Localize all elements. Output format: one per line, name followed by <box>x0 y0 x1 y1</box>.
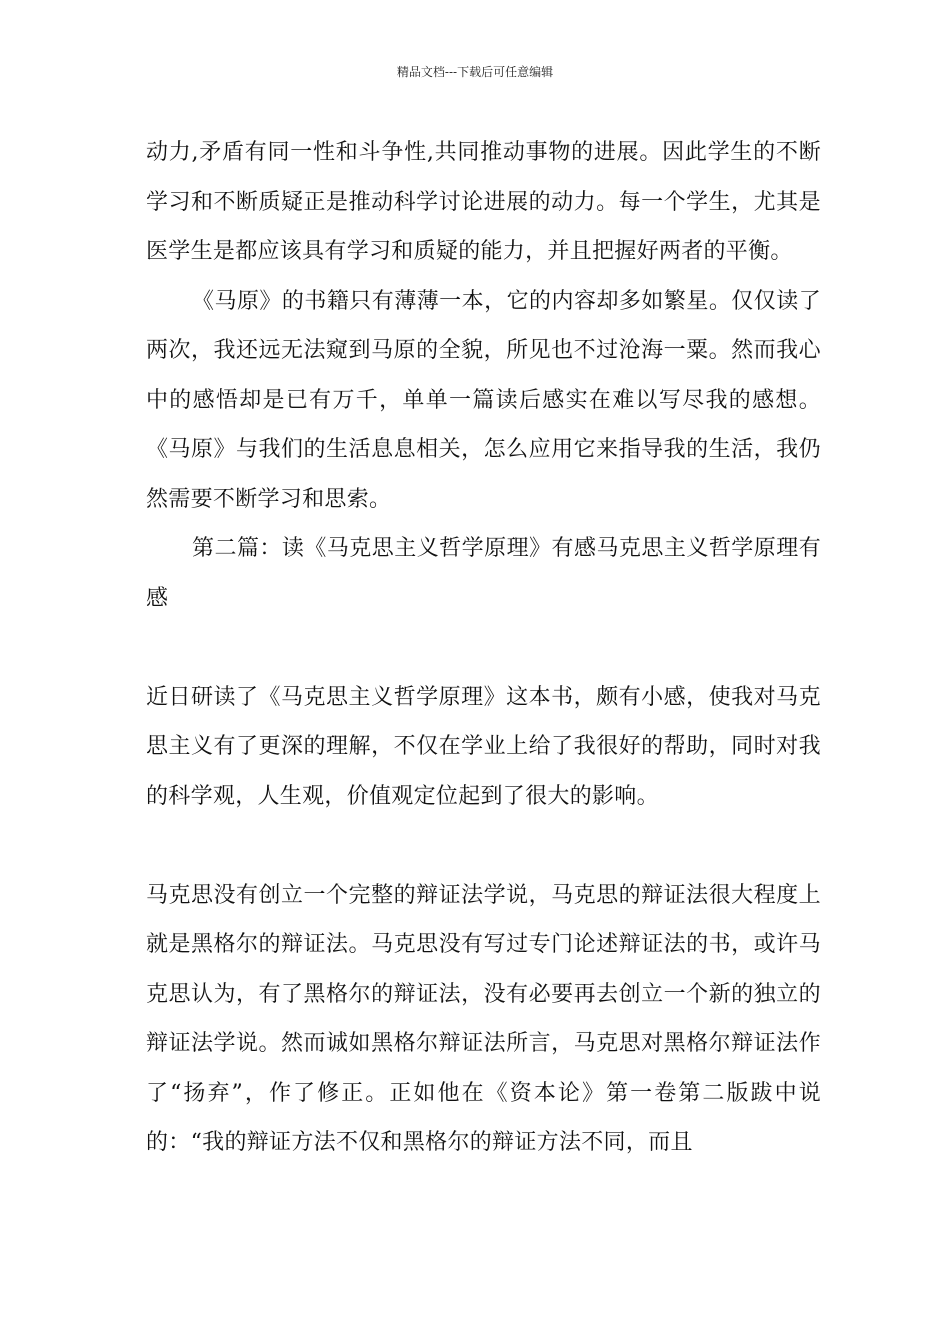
blank-line <box>146 821 821 871</box>
document-body <box>146 128 821 1168</box>
paragraph-1: 动力,矛盾有同一性和斗争性,共同推动事物的进展。因此学生的不断学习和不断质疑正是推动科学讨论进展的动力。每一个学生，尤其是医学生是都应该具有学习和质疑的能力，并且把握好两者的平衡。 <box>146 140 821 264</box>
paragraph-2: 《马原》的书籍只有薄薄一本，它的内容却多如繁星。仅仅读了两次，我还远无法窥到马原的全貌，所见也不过沧海一粟。然而我心中的感悟却是已有万千，单单一篇读后感实在难以写尽我的感想。《马原》与我们的生活息息相关，怎么应用它来指导我的生活，我仍然需要不断学习和思索。 <box>146 288 821 512</box>
page-header: 精品文档---下载后可任意编辑 <box>396 65 554 79</box>
paragraph-4: 近日研读了《马克思主义哲学原理》这本书，颇有小感，使我对马克思主义有了更深的理解，不仅在学业上给了我很好的帮助，同时对我的科学观，人生观，价值观定位起到了很大的影响。 <box>146 684 821 809</box>
blank-line <box>146 623 821 673</box>
paragraph-5: 马克思没有创立一个完整的辩证法学说，马克思的辩证法很大程度上就是黑格尔的辩证法。马克思没有写过专门论述辩证法的书，或许马克思认为，有了黑格尔的辩证法，没有必要再去创立一个新的独立的辩证法学说。然而诚如黑格尔辩证法所言，马克思对黑格尔辩证法作了“扬弃”，作了修正。正如他在《资本论》第一卷第二版跋中说的：“我的辩证方法不仅和黑格尔的辩证方法不同，而且 <box>146 882 821 1155</box>
paragraph-3-heading: 第二篇：读《马克思主义哲学原理》有感马克思主义哲学原理有感 <box>146 536 821 611</box>
